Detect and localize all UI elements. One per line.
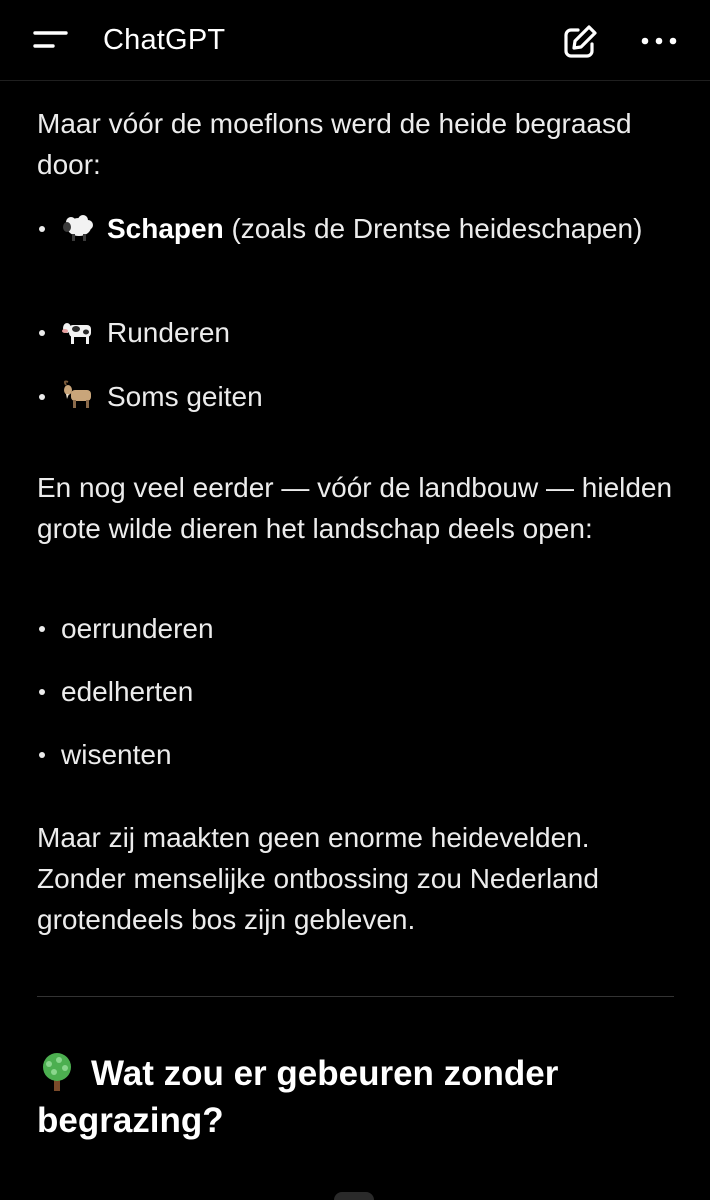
intro-paragraph: Maar vóór de moeflons werd de heide begraasd door: xyxy=(37,108,632,180)
conclusion-paragraph: Maar zij maakten geen enorme heidevelden. Zonder menselijke ontbossing zou Nederland grotendeels bos zijn gebleven. xyxy=(37,822,599,935)
top-bar xyxy=(0,0,710,81)
list-item xyxy=(37,608,677,649)
grazer-label: Soms geiten xyxy=(107,381,263,412)
more-icon xyxy=(638,22,682,62)
bullet-dot xyxy=(39,752,45,758)
section-divider xyxy=(37,996,674,997)
grazer-label: Runderen xyxy=(107,317,230,348)
new-chat-button[interactable] xyxy=(558,20,602,64)
grazer-detail: (zoals de Drentse heideschapen) xyxy=(223,213,643,244)
goat-icon xyxy=(61,378,95,412)
history-paragraph: En nog veel eerder — vóór de landbouw — hielden grote wilde dieren het landschap deels open: xyxy=(37,472,673,544)
sheep-icon xyxy=(61,210,95,244)
list-item xyxy=(37,376,677,417)
list-item xyxy=(37,312,677,353)
tree-icon xyxy=(37,1051,77,1093)
section-heading xyxy=(37,1050,677,1144)
wild-animals-list xyxy=(37,608,677,775)
new-chat-icon xyxy=(558,20,602,64)
list-item xyxy=(37,671,677,712)
more-options-button[interactable] xyxy=(638,22,682,62)
list-item xyxy=(37,734,677,775)
cow-icon xyxy=(61,314,95,348)
bullet-dot xyxy=(39,330,45,336)
bullet-dot xyxy=(39,689,45,695)
menu-icon xyxy=(28,22,72,62)
grazers-list xyxy=(37,208,677,417)
list-item xyxy=(37,208,677,290)
animal-label: oerrunderen xyxy=(61,613,214,644)
animal-label: wisenten xyxy=(61,739,172,770)
bullet-dot xyxy=(39,226,45,232)
section-heading-text: Wat zou er gebeuren zonder begrazing? xyxy=(37,1054,559,1140)
bullet-dot xyxy=(39,394,45,400)
grazer-bold-label: Schapen xyxy=(107,213,224,244)
bullet-dot xyxy=(39,626,45,632)
menu-button[interactable] xyxy=(28,22,72,62)
animal-label: edelherten xyxy=(61,676,194,707)
app-title: ChatGPT xyxy=(103,24,226,56)
scroll-to-bottom-button[interactable] xyxy=(334,1192,374,1200)
